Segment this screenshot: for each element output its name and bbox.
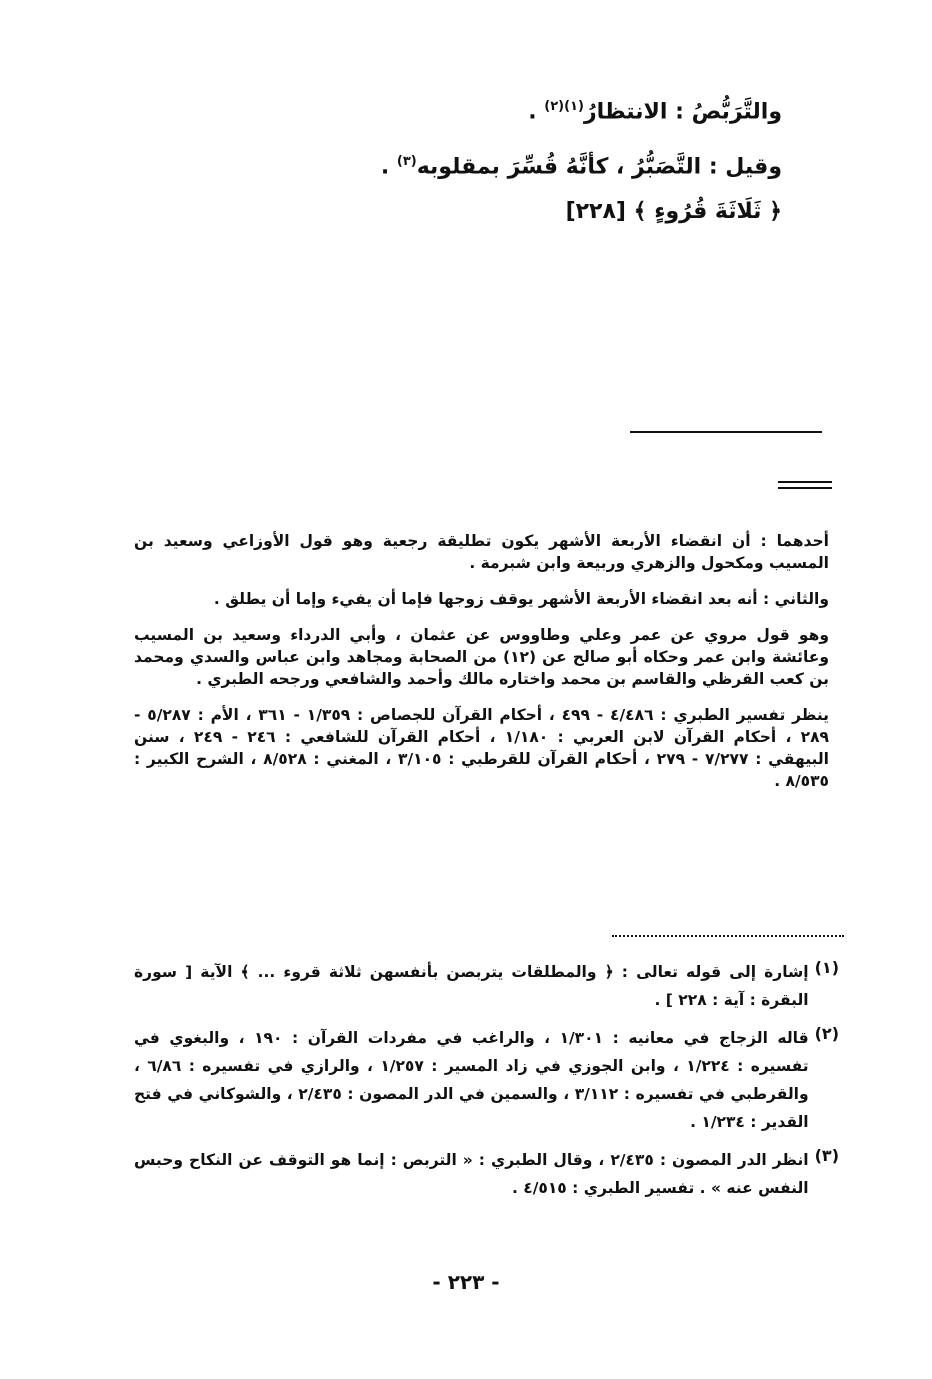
- quran-verse: ﴿ ثَلَاثَةَ قُرُوءٍ ﴾: [633, 198, 782, 224]
- footnote-text: انظر الدر المصون : ٢/٤٣٥ ، وقال الطبري : « التربص : إنما هو التوقف عن النكاح وحبس النفس عنه » . تفسير الطبري : ٤/٥١٥ .: [134, 1151, 809, 1197]
- footnote-text: إشارة إلى قوله تعالى : ﴿ والمطلقات يتربصن بأنفسهن ثلاثة قروء ... ﴾ الآية [ سورة البقرة : آية : ٢٢٨ ] .: [134, 963, 809, 1009]
- footnote-3: [134, 1146, 839, 1202]
- verse-reference: [٢٢٨]: [565, 198, 626, 224]
- commentary-paragraph-3: وهو قول مروي عن عمر وعلي وطاووس عن عثمان ، وأبي الدرداء وسعيد بن المسيب وعائشة وابن عمر وحكاه أبو صالح عن (١٢) من الصحابة ومجاهد وابن عباس والسدي ومحمد بن كعب القرظي والقاسم بن محمد واختاره مالك وأحمد والشافعي ورجحه الطبري .: [134, 626, 830, 688]
- commentary-references: ينظر تفسير الطبري : ٤/٤٨٦ - ٤٩٩ ، أحكام القرآن للجصاص : ١/٣٥٩ - ٣٦١ ، الأم : ٥/٢٨٧ - ٢٨٩ ، أحكام القرآن لابن العربي : ١/١٨٠ ، أحكام القرآن للشافعي : ٢٤٦ - ٢٤٩ ، سنن البيهقي : ٧/٢٧٧ - ٢٧٩ ، أحكام القرآن للقرطبي : ٣/١٠٥ ، المغني : ٨/٥٢٨ ، الشرح الكبير : ٨/٥٣٥ .: [134, 706, 830, 790]
- commentary-block: [134, 530, 829, 792]
- footnote-2: [134, 1024, 839, 1136]
- double-separator-line: [778, 481, 832, 489]
- footnote-ref-2[interactable]: (٢): [544, 99, 565, 114]
- main-text: [142, 92, 782, 227]
- footnote-text: قاله الزجاج في معانيه : ١/٣٠١ ، والراغب في مفردات القرآن : ١٩٠ ، والبغوي في تفسيره : ١/٢٢٤ ، وابن الجوزي في زاد المسير : ١/٢٥٧ ، والرازي في تفسيره : ٦/٨٦ ، والقرطبي في تفسيره : ٣/١١٢ ، والسمين في الدر المصون : ٢/٤٣٥ ، والشوكاني في فتح القدير : ١/٢٣٤ .: [134, 1029, 809, 1131]
- footnote-separator: [612, 935, 844, 937]
- main-line-verse: [142, 197, 782, 227]
- footnote-number: (١): [814, 958, 839, 977]
- footnote-ref-3[interactable]: (٣): [396, 154, 417, 170]
- separator-line: [630, 431, 822, 433]
- footnote-1: [134, 958, 839, 1014]
- commentary-paragraph-2: والثاني : أنه بعد انقضاء الأربعة الأشهر يوقف زوجها فإما أن يفيء وإما أن يطلق .: [213, 590, 829, 608]
- footnote-number: (٣): [814, 1146, 839, 1165]
- main-line-tarabbus: والتَّرَبُّصُ : الانتظارُ$^{(١)(٢)}$ .: [528, 99, 782, 125]
- footnotes: [134, 958, 839, 1212]
- page-number: - ٢٢٣ -: [432, 1270, 500, 1294]
- footnote-number: (٢): [814, 1024, 839, 1043]
- footnote-ref-1[interactable]: (١): [564, 99, 584, 114]
- main-line-tasabbur: وقيل : التَّصَبُّرُ ، كأنَّهُ قُسِّرَ بمقلوبه$^{(٣)}$ .: [380, 154, 782, 180]
- commentary-paragraph-1: أحدهما : أن انقضاء الأربعة الأشهر يكون تطليقة رجعية وهو قول الأوزاعي وسعيد بن المسيب ومكحول والزهري وربيعة وابن شبرمة .: [134, 532, 829, 572]
